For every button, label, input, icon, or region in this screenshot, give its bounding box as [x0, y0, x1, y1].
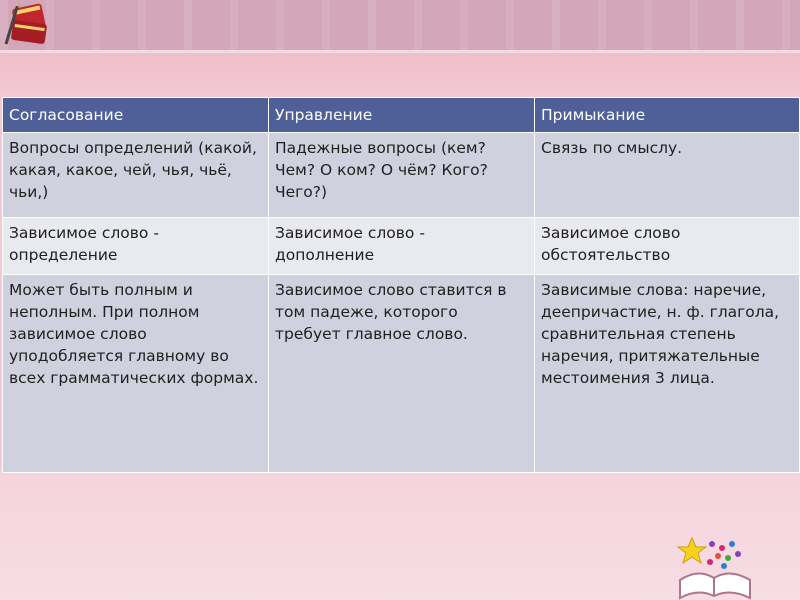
table-cell: Может быть полным и неполным. При полном зависимое слово уподобляется главному во всех грамматических формах. — [3, 275, 269, 473]
table-cell: Зависимые слова: наречие, деепричастие, н. ф. глагола, сравнительная степень наречия, притяжательные местоимения 3 лица. — [535, 275, 800, 473]
books-pencil-icon — [0, 0, 52, 50]
table-cell: Связь по смыслу. — [535, 133, 800, 218]
table-row — [3, 133, 800, 218]
top-decorative-band — [0, 0, 800, 55]
top-band-pattern — [0, 0, 800, 50]
header-cell: Управление — [269, 98, 535, 133]
table-row — [3, 218, 800, 275]
syntax-link-comparison-table — [2, 97, 800, 473]
table-cell: Зависимое слово - дополнение — [269, 218, 535, 275]
open-book-star-icon — [672, 532, 756, 600]
header-cell: Согласование — [3, 98, 269, 133]
table-cell: Падежные вопросы (кем? Чем? О ком? О чём? Кого? Чего?) — [269, 133, 535, 218]
table-header-row — [3, 98, 800, 133]
table-cell: Зависимое слово ставится в том падеже, которого требует главное слово. — [269, 275, 535, 473]
table-cell: Зависимое слово - определение — [3, 218, 269, 275]
table-row — [3, 275, 800, 473]
table-cell: Вопросы определений (какой, какая, какое, чей, чья, чьё, чьи,) — [3, 133, 269, 218]
table-cell: Зависимое слово обстоятельство — [535, 218, 800, 275]
top-stripe — [0, 53, 800, 103]
header-cell: Примыкание — [535, 98, 800, 133]
